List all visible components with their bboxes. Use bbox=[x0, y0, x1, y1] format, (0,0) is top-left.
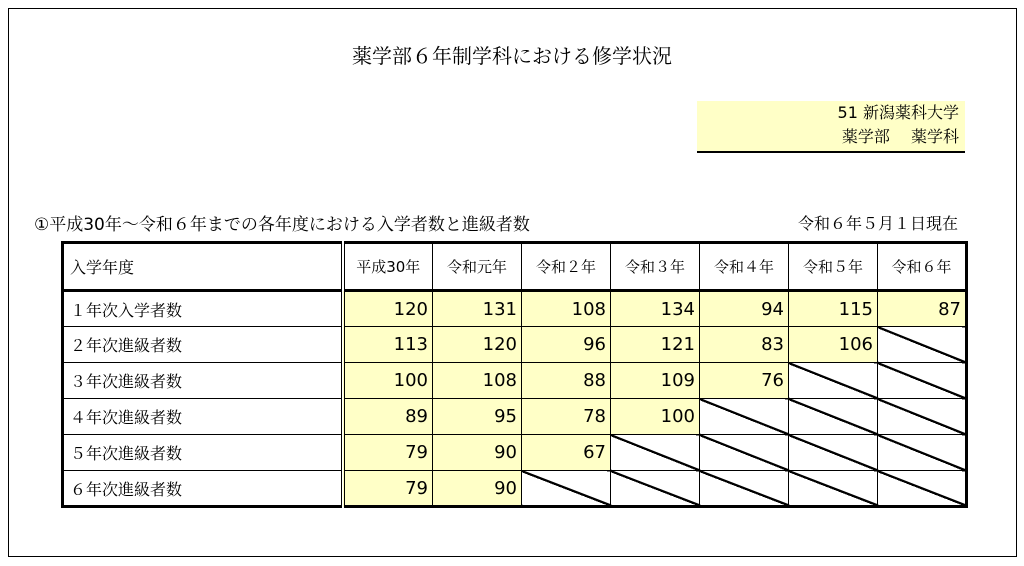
department-name: 薬学部 薬学科 bbox=[841, 127, 959, 146]
empty-cell bbox=[611, 435, 700, 471]
column-header: 令和４年 bbox=[700, 243, 789, 291]
empty-cell bbox=[878, 399, 967, 435]
diagonal-strike bbox=[700, 471, 788, 505]
table-cell: 78 bbox=[522, 399, 611, 435]
table-cell: 108 bbox=[433, 363, 522, 399]
table-row bbox=[63, 363, 967, 399]
diagonal-strike bbox=[878, 471, 965, 505]
table-row bbox=[63, 291, 967, 327]
table-cell: 115 bbox=[789, 291, 878, 327]
column-header: 平成30年 bbox=[343, 243, 433, 291]
table-row bbox=[63, 327, 967, 363]
empty-cell bbox=[700, 435, 789, 471]
empty-cell bbox=[700, 471, 789, 507]
table-row bbox=[63, 399, 967, 435]
column-header: 令和６年 bbox=[878, 243, 967, 291]
table-cell: 134 bbox=[611, 291, 700, 327]
table-cell: 121 bbox=[611, 327, 700, 363]
table-cell: 88 bbox=[522, 363, 611, 399]
row-label: ６年次進級者数 bbox=[63, 471, 343, 507]
diagonal-strike bbox=[700, 435, 788, 470]
table-cell: 76 bbox=[700, 363, 789, 399]
table-cell: 94 bbox=[700, 291, 789, 327]
empty-cell bbox=[878, 363, 967, 399]
table-cell: 87 bbox=[878, 291, 967, 327]
table-cell: 90 bbox=[433, 435, 522, 471]
table-cell: 79 bbox=[343, 471, 433, 507]
empty-cell bbox=[878, 327, 967, 363]
table-cell: 131 bbox=[433, 291, 522, 327]
table-cell: 108 bbox=[522, 291, 611, 327]
table-cell: 95 bbox=[433, 399, 522, 435]
table-cell: 120 bbox=[343, 291, 433, 327]
school-name: 51 新潟薬科大学 bbox=[837, 103, 959, 122]
diagonal-strike bbox=[789, 471, 877, 505]
empty-cell bbox=[878, 435, 967, 471]
row-label: ５年次進級者数 bbox=[63, 435, 343, 471]
column-header: 令和元年 bbox=[433, 243, 522, 291]
page-title: 薬学部６年制学科における修学状況 bbox=[352, 44, 672, 68]
empty-cell bbox=[789, 363, 878, 399]
table-cell: 83 bbox=[700, 327, 789, 363]
diagonal-strike bbox=[878, 327, 965, 362]
table-corner-label: 入学年度 bbox=[63, 243, 343, 291]
table-cell: 79 bbox=[343, 435, 433, 471]
diagonal-strike bbox=[789, 435, 877, 470]
column-header: 令和５年 bbox=[789, 243, 878, 291]
as-of-date: 令和６年５月１日現在 bbox=[797, 214, 958, 233]
row-label: １年次入学者数 bbox=[63, 291, 343, 327]
column-header: 令和２年 bbox=[522, 243, 611, 291]
empty-cell bbox=[789, 399, 878, 435]
column-header: 令和３年 bbox=[611, 243, 700, 291]
section-subtitle: ①平成30年～令和６年までの各年度における入学者数と進級者数 bbox=[34, 215, 530, 235]
table-cell: 120 bbox=[433, 327, 522, 363]
row-label: ２年次進級者数 bbox=[63, 327, 343, 363]
empty-cell bbox=[878, 471, 967, 507]
diagonal-strike bbox=[700, 399, 788, 434]
table-cell: 100 bbox=[343, 363, 433, 399]
table-row bbox=[63, 471, 967, 507]
school-info-box bbox=[697, 101, 965, 153]
diagonal-strike bbox=[611, 435, 699, 470]
row-label: ４年次進級者数 bbox=[63, 399, 343, 435]
table-cell: 90 bbox=[433, 471, 522, 507]
empty-cell bbox=[700, 399, 789, 435]
diagonal-strike bbox=[789, 399, 877, 434]
table-cell: 67 bbox=[522, 435, 611, 471]
table-cell: 96 bbox=[522, 327, 611, 363]
table-cell: 106 bbox=[789, 327, 878, 363]
diagonal-strike bbox=[878, 363, 965, 398]
table-cell: 100 bbox=[611, 399, 700, 435]
diagonal-strike bbox=[878, 399, 965, 434]
table-header-row bbox=[63, 243, 967, 291]
enrollment-table bbox=[61, 241, 968, 508]
row-label: ３年次進級者数 bbox=[63, 363, 343, 399]
diagonal-strike bbox=[789, 363, 877, 398]
diagonal-strike bbox=[611, 471, 699, 505]
empty-cell bbox=[789, 435, 878, 471]
table-cell: 113 bbox=[343, 327, 433, 363]
table-row bbox=[63, 435, 967, 471]
diagonal-strike bbox=[878, 435, 965, 470]
diagonal-strike bbox=[522, 471, 610, 505]
empty-cell bbox=[522, 471, 611, 507]
table-cell: 109 bbox=[611, 363, 700, 399]
table-cell: 89 bbox=[343, 399, 433, 435]
empty-cell bbox=[789, 471, 878, 507]
empty-cell bbox=[611, 471, 700, 507]
